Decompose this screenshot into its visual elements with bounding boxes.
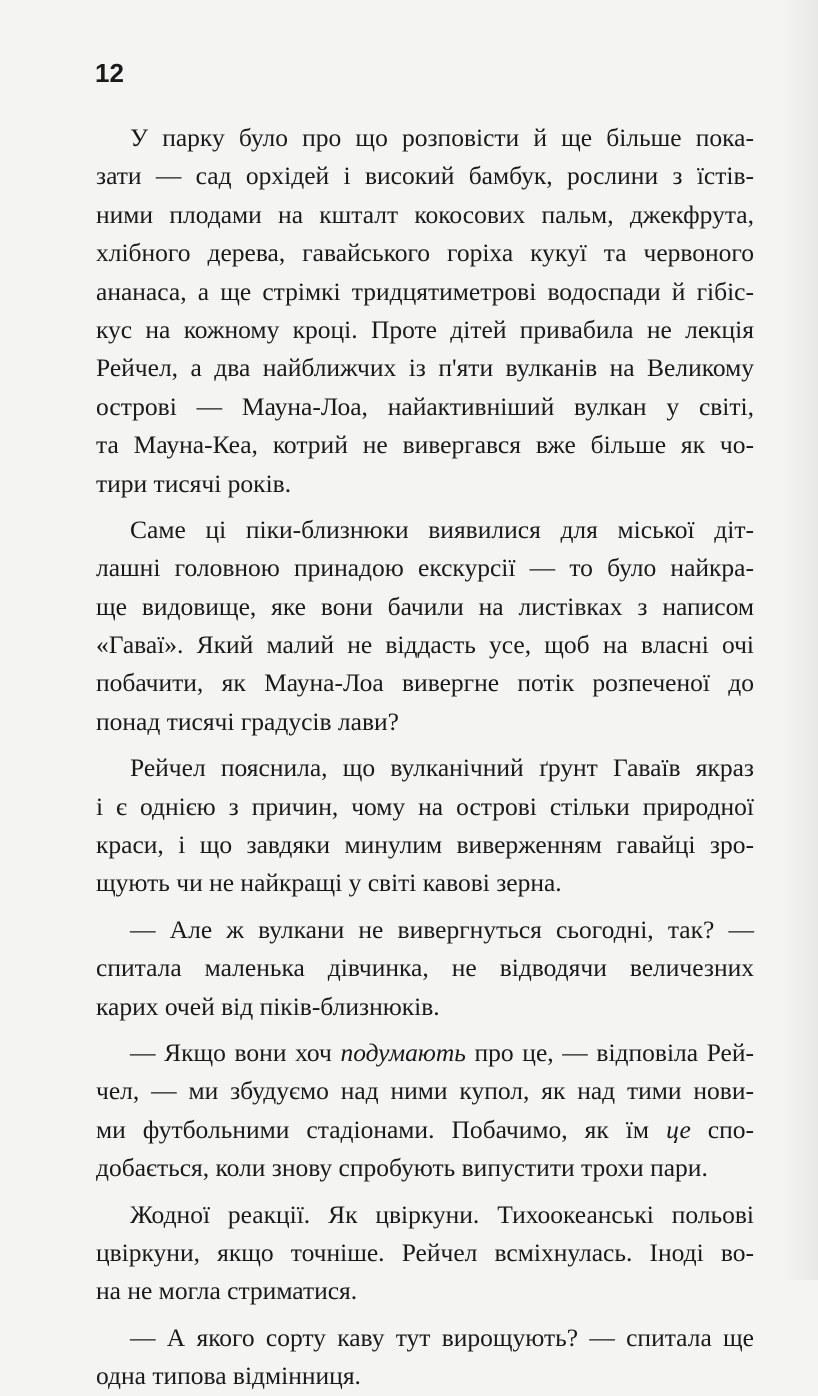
text-line: добається, коли знову спробують випустити трохи пари.: [96, 1153, 708, 1183]
text-line: У парку було про що розповісти й ще більше пока-: [130, 123, 754, 152]
text-line: лашні головною принадою екскурсії — то було найкра-: [96, 553, 754, 583]
text-line: тири тисячі років.: [96, 468, 292, 498]
text-line: Рейчел, а два найближчих із п'яти вулканів на Великому: [96, 353, 754, 383]
paragraph-gap: [96, 1026, 754, 1034]
text-line: Жодної реакції. Як цвіркуни. Тихоокеанські польові: [130, 1199, 754, 1229]
text-line: «Гаваї». Який малий не віддасть усе, щоб на власні очі: [96, 630, 754, 660]
paragraph: [96, 511, 754, 741]
text-line: — Але ж вулкани не вивергнуться сьогодні, так? —: [130, 914, 754, 944]
paragraph-gap: [96, 741, 754, 749]
paragraph-gap: [96, 1311, 754, 1319]
text-line: хлібного дерева, гавайського горіха кукуї та червоного: [96, 238, 754, 268]
paragraph: [96, 119, 754, 503]
text-line: Рейчел пояснила, що вулканічний ґрунт Гаваїв якраз: [130, 753, 754, 783]
text-line: Саме ці піки-близнюки виявилися для міської діт-: [130, 514, 754, 544]
text-line: зати — сад орхідей і високий бамбук, рослини з їстів-: [96, 161, 754, 191]
text-line: чел, — ми збудуємо над ними купол, як над тими нови-: [96, 1076, 754, 1106]
text-line: — А якого сорту каву тут вирощують? — спитала ще: [130, 1322, 754, 1352]
text-line: на не могла стриматися.: [96, 1276, 358, 1306]
body-text: [96, 119, 754, 1396]
paragraph: [96, 1196, 754, 1311]
text-line: цвіркуни, якщо точніше. Рейчел всміхнулась. Іноді во-: [96, 1237, 754, 1267]
paragraph-gap: [96, 903, 754, 911]
text-line: одна типова відмінниця.: [96, 1361, 361, 1391]
text-line: побачити, як Мауна-Лоа вивергне потік розпеченої до: [96, 668, 754, 698]
text-line: спитала маленька дівчинка, не відводячи величезних: [96, 953, 754, 983]
text-line: понад тисячі градусів лави?: [96, 706, 399, 736]
paragraph: [96, 1319, 754, 1396]
paragraph: [96, 911, 754, 1026]
text-line: та Мауна-Кеа, котрий не вивергався вже більше як чо-: [96, 430, 754, 460]
text-line: ми футбольними стадіонами. Побачимо, як їм це спо-: [96, 1114, 754, 1144]
text-line: ще видовище, яке вони бачили на листівках з написом: [96, 591, 754, 621]
text-line: і є однією з причин, чому на острові стільки природної: [96, 791, 754, 821]
text-line: ними плодами на кшталт кокосових пальм, джекфрута,: [96, 199, 754, 229]
paragraph: [96, 749, 754, 903]
text-line: острові — Мауна-Лоа, найактивніший вулкан у світі,: [96, 391, 754, 421]
paragraph: [96, 1034, 754, 1188]
text-line: ананаса, а ще стрімкі тридцятиметрові водоспади й гібіс-: [96, 276, 754, 306]
paragraph-gap: [96, 1188, 754, 1196]
paragraph-gap: [96, 503, 754, 511]
text-line: краси, і що завдяки минулим виверженням гавайці зро-: [96, 830, 754, 860]
page-edge-shadow: [782, 0, 818, 1280]
text-line: кус на кожному кроці. Проте дітей привабила не лекція: [96, 314, 754, 344]
text-line: карих очей від піків-близнюків.: [96, 991, 440, 1021]
text-line: щують чи не найкращі у світі кавові зерна.: [96, 868, 562, 898]
text-line: — Якщо вони хоч подумають про це, — відповіла Рей-: [130, 1037, 755, 1067]
page-number: 12: [95, 58, 124, 88]
